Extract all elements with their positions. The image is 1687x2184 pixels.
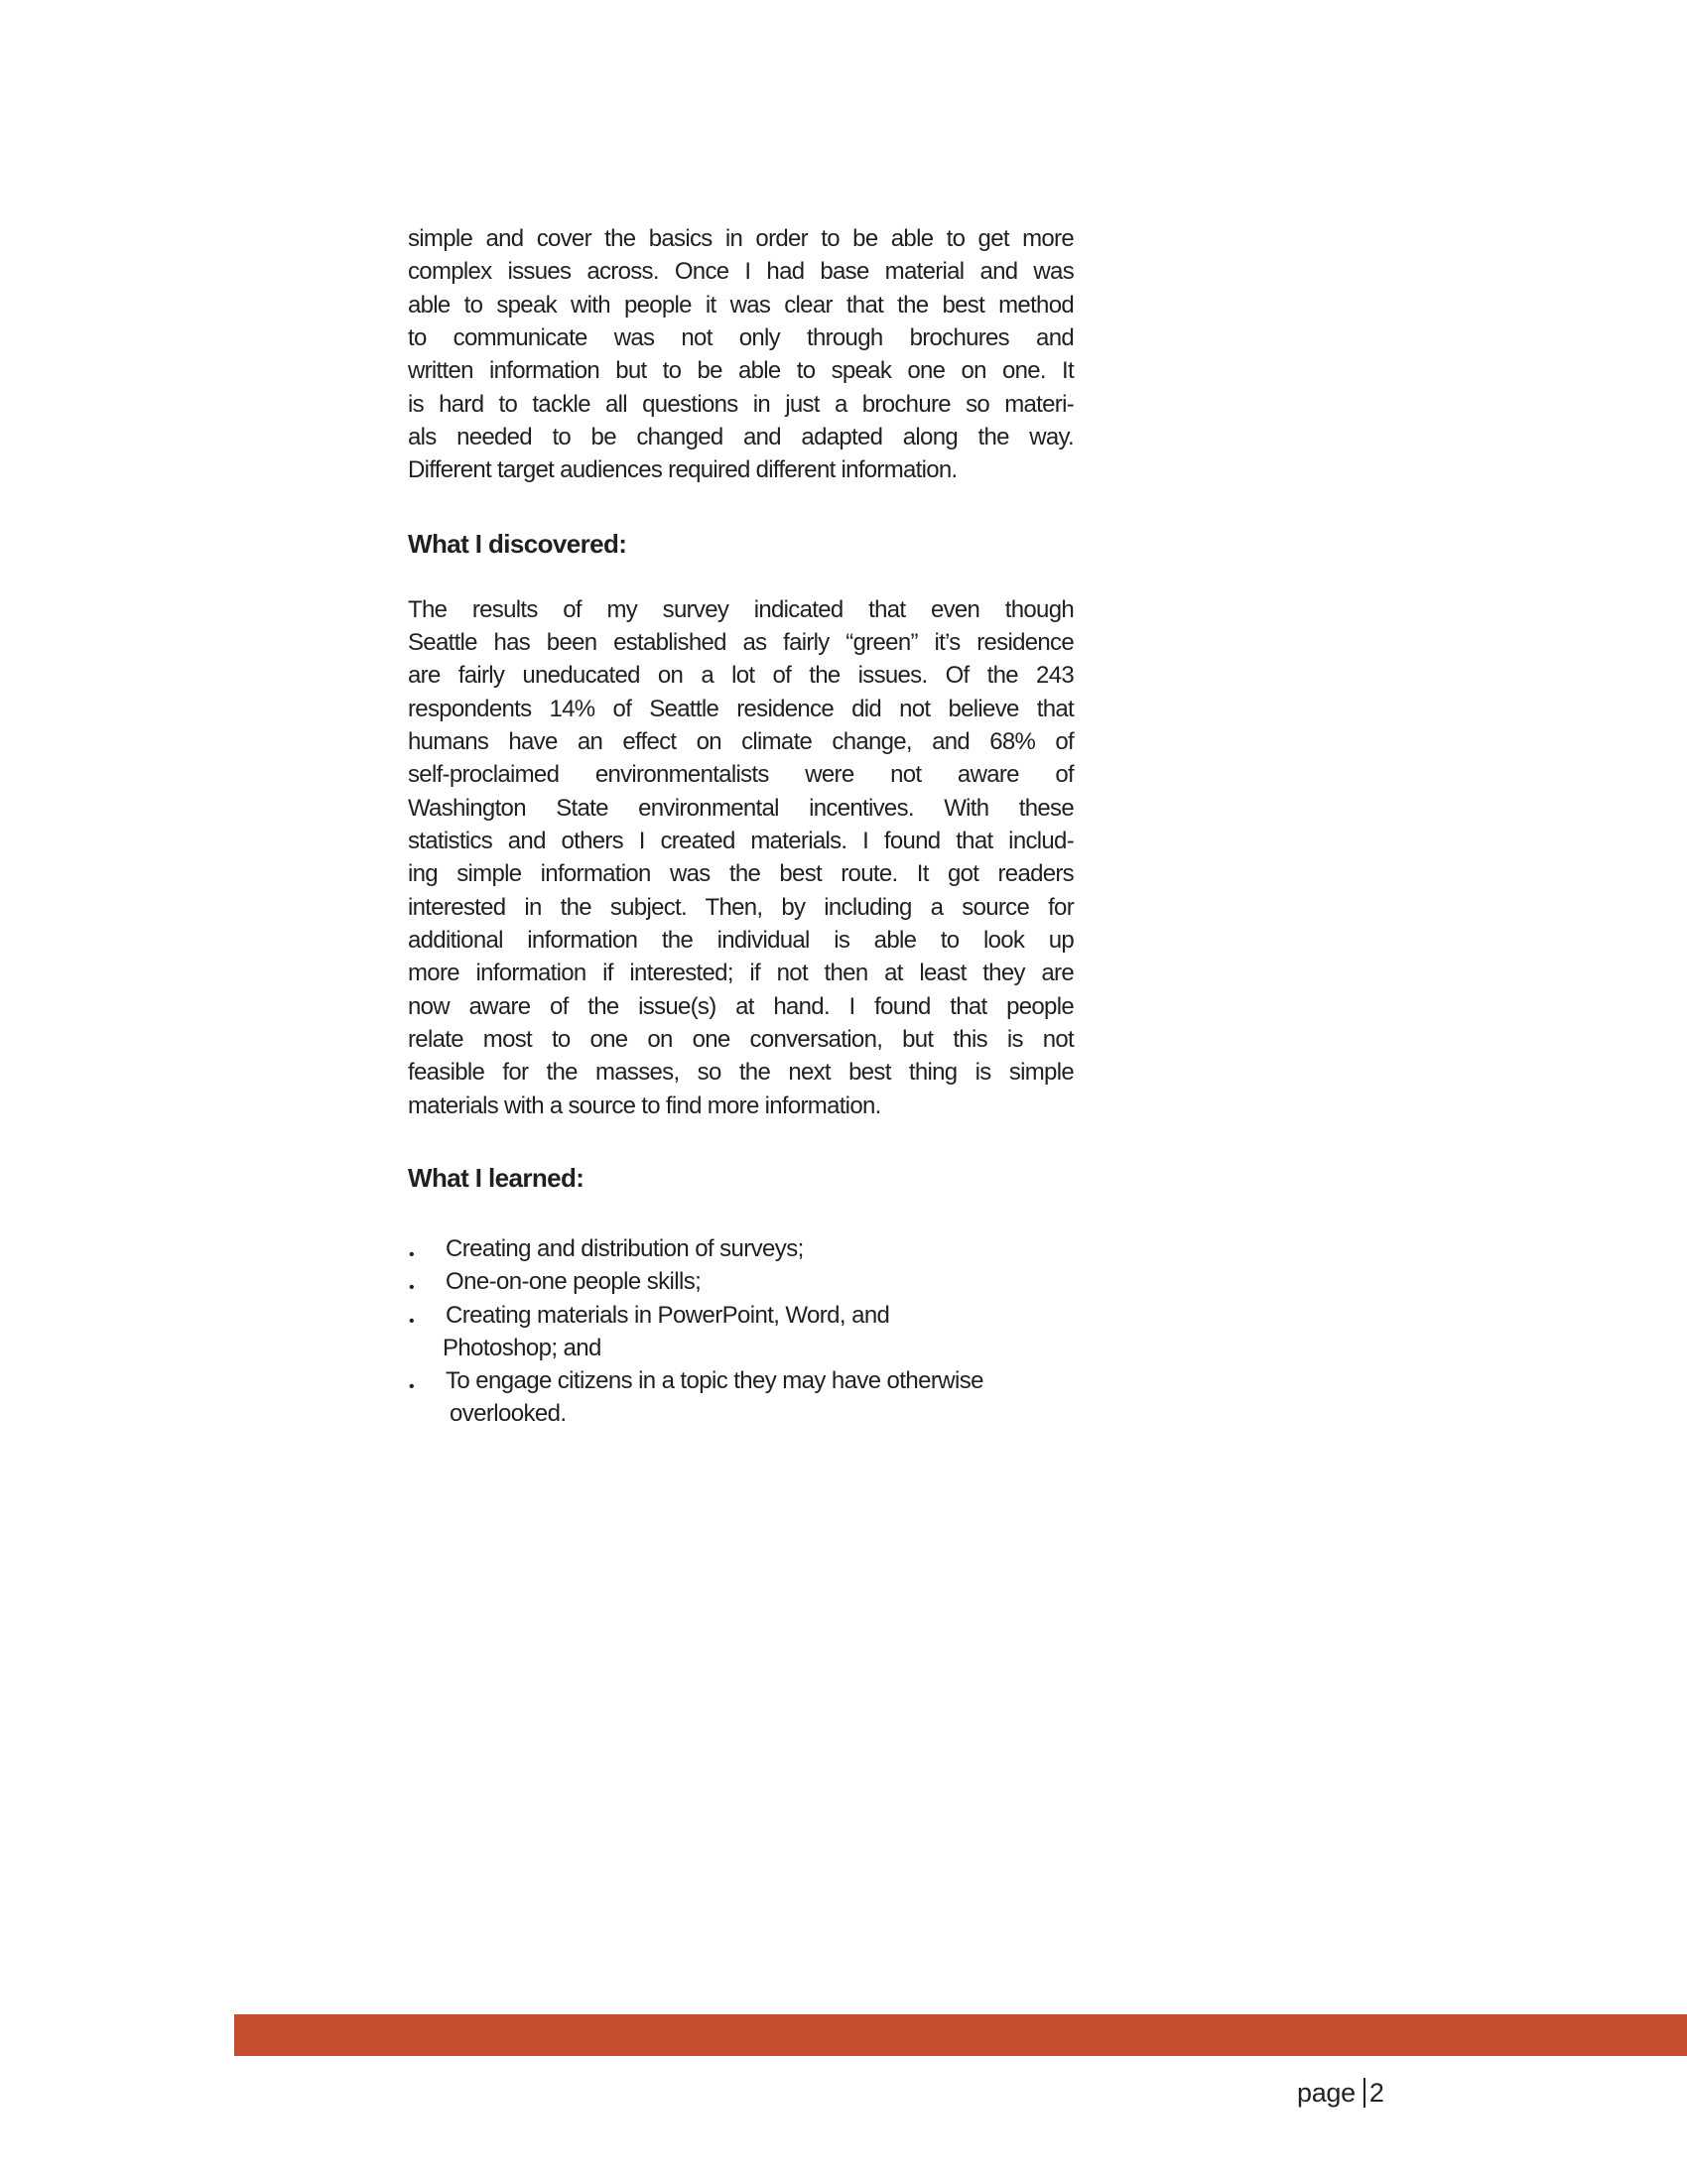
bullet-icon: •: [409, 1313, 415, 1330]
paragraph-line: materials with a source to find more information.: [408, 1092, 881, 1119]
paragraph-line: respondents 14% of Seattle residence did not believe that: [408, 696, 1074, 722]
paragraph-line: statistics and others I created materials. I found that includ-: [408, 828, 1074, 854]
paragraph-line: humans have an effect on climate change, and 68% of: [408, 728, 1074, 755]
paragraph-line: Washington State environmental incentives. With these: [408, 795, 1074, 822]
footer-accent-bar: [234, 2014, 1687, 2056]
paragraph-line: simple and cover the basics in order to be able to get more: [408, 225, 1074, 252]
paragraph-line: ing simple information was the best route. It got readers: [408, 860, 1074, 887]
page-number-value: 2: [1368, 2078, 1384, 2108]
section-heading-discovered: What I discovered:: [408, 529, 627, 559]
paragraph-line: feasible for the masses, so the next best thing is simple: [408, 1059, 1074, 1086]
page-separator: [1363, 2078, 1365, 2108]
page-label: page: [1297, 2078, 1356, 2108]
bullet-icon: •: [409, 1378, 415, 1395]
list-item-text: Creating and distribution of surveys;: [446, 1235, 804, 1262]
bullet-icon: •: [409, 1246, 415, 1263]
paragraph-line: additional information the individual is able to look up: [408, 927, 1074, 954]
paragraph-line: Different target audiences required different information.: [408, 456, 958, 483]
paragraph-line: The results of my survey indicated that even though: [408, 596, 1074, 623]
paragraph-line: als needed to be changed and adapted along the way.: [408, 424, 1074, 450]
paragraph-line: to communicate was not only through brochures and: [408, 324, 1074, 351]
paragraph-line: more information if interested; if not then at least they are: [408, 960, 1074, 986]
paragraph-line: are fairly uneducated on a lot of the issues. Of the 243: [408, 662, 1074, 689]
list-item-text: overlooked.: [450, 1400, 567, 1427]
page-number: [1297, 2078, 1384, 2108]
paragraph-line: now aware of the issue(s) at hand. I found that people: [408, 993, 1074, 1020]
list-item-text: Creating materials in PowerPoint, Word, and: [446, 1302, 890, 1329]
paragraph-line: able to speak with people it was clear that the best method: [408, 292, 1074, 319]
section-heading-learned: What I learned:: [408, 1163, 584, 1193]
list-item-text: To engage citizens in a topic they may have otherwise: [446, 1367, 983, 1394]
paragraph-line: interested in the subject. Then, by including a source for: [408, 894, 1074, 921]
list-item-text: Photoshop; and: [443, 1335, 601, 1361]
paragraph-line: Seattle has been established as fairly “green” it’s residence: [408, 629, 1074, 656]
bullet-icon: •: [409, 1279, 415, 1296]
list-item-text: One-on-one people skills;: [446, 1268, 702, 1295]
paragraph-line: complex issues across. Once I had base material and was: [408, 258, 1074, 285]
paragraph-line: written information but to be able to speak one on one. It: [408, 357, 1074, 384]
paragraph-line: relate most to one on one conversation, but this is not: [408, 1026, 1074, 1053]
paragraph-line: is hard to tackle all questions in just a brochure so materi-: [408, 391, 1074, 418]
paragraph-line: self-proclaimed environmentalists were not aware of: [408, 761, 1074, 788]
